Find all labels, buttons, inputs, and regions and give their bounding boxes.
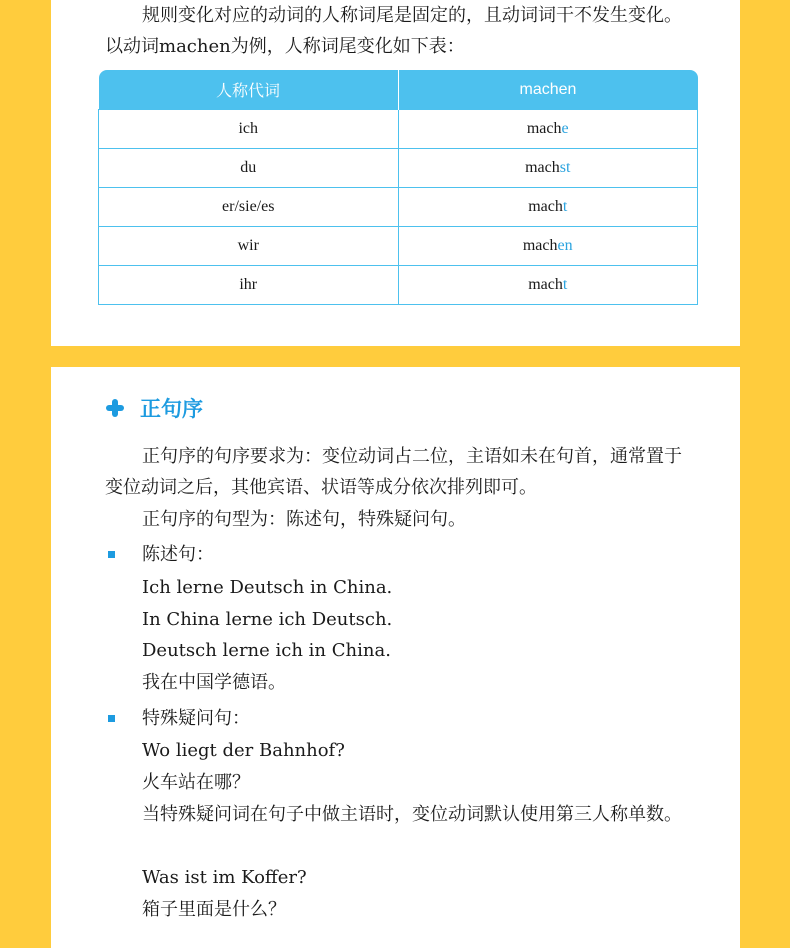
verb-ending: st bbox=[559, 159, 571, 176]
table-row bbox=[99, 227, 698, 266]
statement-label: 陈述句： bbox=[142, 544, 214, 565]
pronoun-cell: du bbox=[99, 149, 399, 188]
verb-ending: t bbox=[562, 198, 568, 215]
example-line: Deutsch lerne ich in China. bbox=[142, 640, 391, 661]
section-header bbox=[106, 393, 203, 423]
verb-ending: t bbox=[562, 276, 568, 293]
bullet-icon bbox=[108, 715, 115, 722]
table-row bbox=[99, 188, 698, 227]
section-title: 正句序 bbox=[140, 397, 203, 421]
verb-stem: mach bbox=[528, 276, 563, 293]
verb-ending: en bbox=[557, 237, 573, 254]
verb-stem: mach bbox=[528, 198, 563, 215]
example-translation: 箱子里面是什么？ bbox=[142, 899, 286, 920]
intro-paragraph: 规则变化对应的动词的人称词尾是固定的，且动词词干不发生变化。以动词machen为例，人称词尾变化如下表： bbox=[105, 5, 682, 57]
example-line: Wo liegt der Bahnhof? bbox=[142, 740, 345, 761]
example-line: Was ist im Koffer? bbox=[142, 867, 307, 888]
table-row bbox=[99, 110, 698, 149]
header-pronoun: 人称代词 bbox=[99, 70, 399, 110]
plus-cross-icon bbox=[106, 399, 124, 417]
top-card bbox=[51, 0, 740, 346]
pronoun-cell: ich bbox=[99, 110, 399, 149]
verb-cell bbox=[398, 188, 698, 227]
verb-cell bbox=[398, 110, 698, 149]
verb-stem: mach bbox=[522, 237, 558, 254]
header-verb: machen bbox=[398, 70, 698, 110]
verb-cell bbox=[398, 149, 698, 188]
verb-cell bbox=[398, 227, 698, 266]
conjugation-table bbox=[98, 70, 698, 305]
sentence-types-paragraph: 正句序的句型为：陈述句，特殊疑问句。 bbox=[142, 509, 466, 530]
question-note: 当特殊疑问词在句子中做主语时，变位动词默认使用第三人称单数。 bbox=[142, 804, 682, 825]
bottom-card bbox=[51, 367, 740, 948]
verb-stem: mach bbox=[525, 159, 560, 176]
bullet-icon bbox=[108, 551, 115, 558]
table-header-row bbox=[99, 70, 698, 110]
question-label: 特殊疑问句： bbox=[142, 708, 250, 729]
example-translation: 我在中国学德语。 bbox=[142, 672, 286, 693]
verb-cell bbox=[398, 266, 698, 305]
verb-stem: mach bbox=[526, 120, 562, 137]
verb-ending: e bbox=[561, 120, 569, 137]
table-row bbox=[99, 149, 698, 188]
rule-paragraph: 正句序的句序要求为：变位动词占二位，主语如未在句首，通常置于变位动词之后，其他宾语、状语等成分依次排列即可。 bbox=[105, 446, 682, 498]
pronoun-cell: wir bbox=[99, 227, 399, 266]
pronoun-cell: ihr bbox=[99, 266, 399, 305]
pronoun-cell: er/sie/es bbox=[99, 188, 399, 227]
example-line: In China lerne ich Deutsch. bbox=[142, 609, 393, 630]
example-translation: 火车站在哪？ bbox=[142, 772, 250, 793]
example-line: Ich lerne Deutsch in China. bbox=[142, 577, 393, 598]
table-row bbox=[99, 266, 698, 305]
